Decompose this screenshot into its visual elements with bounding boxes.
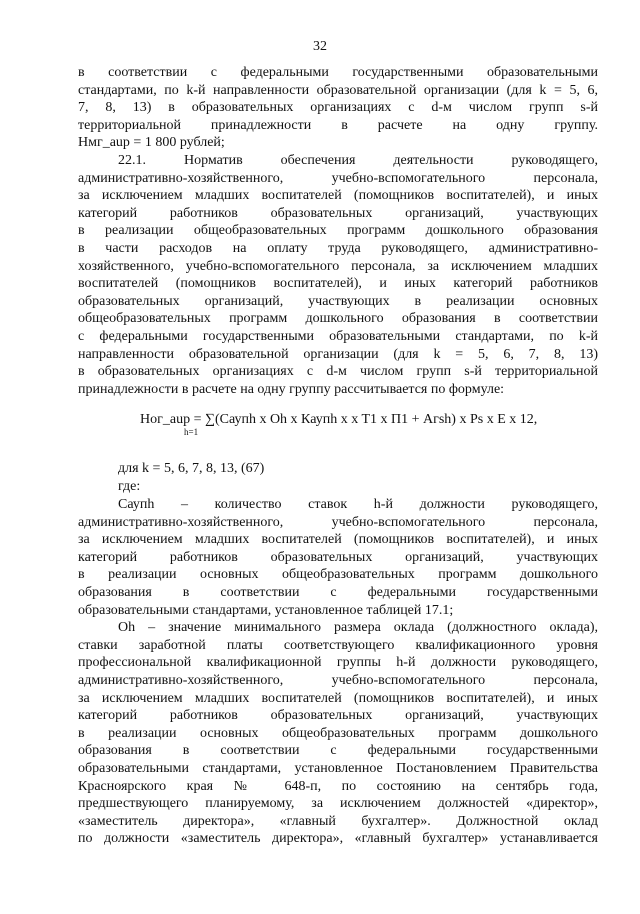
text-line: предшествующего планируемому, за исключением должностей «директор», [78, 796, 598, 812]
text-line: категорий работников образовательных организаций, участвующих [78, 708, 598, 724]
text-line: профессиональной квалификационной группы h-й должности руководящего, [78, 655, 598, 671]
text-line: 22.1. Норматив обеспечения деятельности руководящего, [118, 152, 598, 168]
text-line: административно-хозяйственного, учебно-вспомогательного персонала, [78, 672, 598, 688]
text-line: Нмг_aup = 1 800 рублей; [78, 135, 225, 151]
text-line: образовательными стандартами, установленное таблицей 17.1; [78, 602, 454, 618]
formula [140, 411, 538, 437]
text-line: образовательных организаций, участвующих в реализации основных [78, 293, 598, 309]
text-line: категорий работников образовательных организаций, участвующих [78, 205, 598, 221]
text-line: за исключением младших воспитателей (помощников воспитателей), и иных [78, 188, 598, 204]
text-block-top [78, 64, 598, 398]
text-line: «заместитель директора», «главный бухгалтер». Должностной оклад [78, 813, 598, 829]
text-line: стандартами, по k-й направленности образовательной организации (для k = 5, 6, [78, 82, 598, 98]
text-line: за исключением младших воспитателей (помощников воспитателей), и иных [78, 690, 598, 706]
text-line: административно-хозяйственного, учебно-вспомогательного персонала, [78, 170, 598, 186]
text-line: воспитателей (помощников воспитателей), и иных категорий работников [78, 276, 598, 292]
text-line: по должности «заместитель директора», «главный бухгалтер» устанавливается [78, 831, 598, 847]
text-line: 7, 8, 13) в образовательных организациях с d-м числом групп s-й [78, 100, 598, 116]
text-line: с федеральными государственными образовательными стандартами, по k-й [78, 328, 598, 344]
formula-text: Ног_aup = ∑(Саупh x Oh x Каупh x x T1 x П1 + Агsh) x Ps x E x 12, [140, 412, 538, 427]
text-line: в образовательных организациях с d-м числом групп s-й территориальной [78, 364, 598, 380]
text-line: образовательными стандартами, установленное Постановлением Правительства [78, 760, 598, 776]
text-line: категорий работников образовательных организаций, участвующих [78, 549, 598, 565]
text-line: хозяйственного, учебно-вспомогательного персонала, за исключением младших [78, 258, 598, 274]
text-line: Красноярского края № 648-п, по состоянию на сентябрь года, [78, 778, 598, 794]
text-line: Саупh – количество ставок h-й должности руководящего, [118, 497, 598, 512]
text-line: в части расходов на оплату труда руководящего, административно- [78, 240, 598, 256]
formula-sub: h=1 [184, 427, 199, 437]
text-line: принадлежности в расчете на одну группу рассчитывается по формуле: [78, 381, 505, 397]
text-line: Oh – значение минимального размера оклада (должностного оклада), [118, 620, 598, 636]
formula-condition: для k = 5, 6, 7, 8, 13, (67) [118, 461, 265, 476]
text-line: в реализации основных общеобразовательных программ дошкольного [78, 725, 598, 741]
text-line: административно-хозяйственного, учебно-вспомогательного персонала, [78, 514, 598, 530]
page-number: 32 [313, 39, 327, 54]
text-line: общеобразовательных программ дошкольного образования в соответствии [78, 311, 598, 327]
text-line: образования в соответствии с федеральными государственными [78, 743, 598, 759]
text-line: территориальной принадлежности в расчете на одну группу. [78, 117, 598, 133]
text-line: в реализации общеобразовательных программ дошкольного образования [78, 223, 598, 239]
where-label: где: [118, 479, 141, 494]
text-block-bottom [78, 496, 598, 848]
text-line: за исключением младших воспитателей (помощников воспитателей), и иных [78, 532, 598, 548]
text-line: в соответствии с федеральными государственными образовательными [78, 65, 598, 80]
text-line: в реализации основных общеобразовательных программ дошкольного [78, 567, 598, 583]
text-line: образования в соответствии с федеральными государственными [78, 584, 598, 600]
text-line: направленности образовательной организации (для k = 5, 6, 7, 8, 13) [78, 346, 598, 362]
text-line: ставки заработной платы соответствующего квалификационного уровня [78, 637, 598, 653]
